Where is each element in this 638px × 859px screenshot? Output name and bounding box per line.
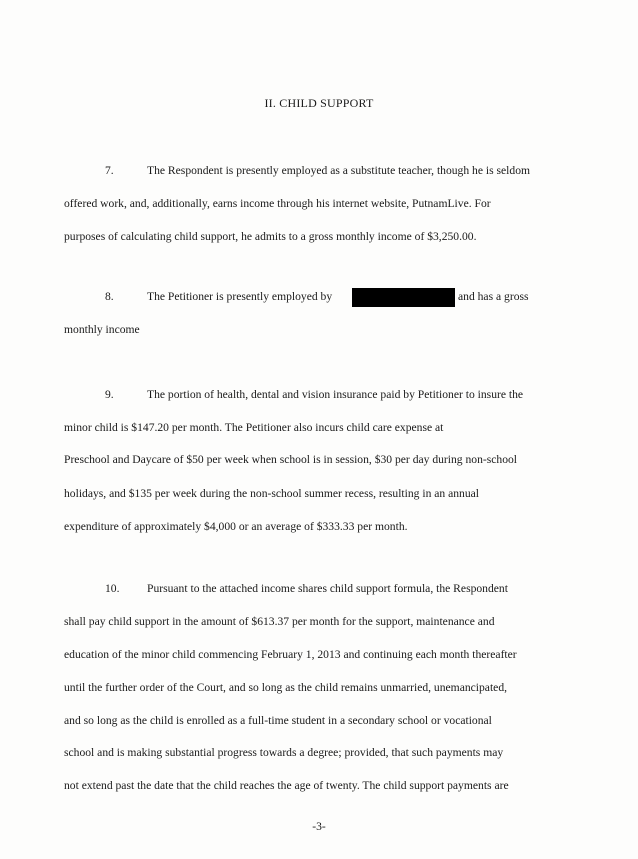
paragraph-9-line-4: holidays, and $135 per week during the non-school summer recess, resulting in an annual — [64, 487, 480, 500]
paragraph-10-number: 10. — [105, 582, 120, 595]
paragraph-7-line-2: offered work, and, additionally, earns income through his internet website, PutnamLive. For — [64, 197, 491, 210]
paragraph-9-line-2: minor child is $147.20 per month. The Petitioner also incurs child care expense at — [64, 421, 444, 434]
redaction-block — [352, 288, 455, 307]
paragraph-10-line-5: and so long as the child is enrolled as a full-time student in a secondary school or vocational — [64, 714, 492, 727]
paragraph-10-line-4: until the further order of the Court, and so long as the child remains unmarried, unemancipated, — [64, 681, 508, 694]
paragraph-8-line-2: monthly income — [64, 323, 140, 336]
paragraph-8-line-1-continued: and has a gross — [458, 290, 529, 303]
section-heading: II. CHILD SUPPORT — [264, 96, 374, 110]
paragraph-10-line-3: education of the minor child commencing February 1, 2013 and continuing each month thereafter — [64, 648, 517, 661]
paragraph-10-line-2: shall pay child support in the amount of $613.37 per month for the support, maintenance and — [64, 615, 495, 628]
paragraph-9-line-5: expenditure of approximately $4,000 or an average of $333.33 per month. — [64, 520, 408, 533]
page-number: -3- — [312, 820, 326, 833]
paragraph-8-line-1: 8. The Petitioner is presently employed by — [105, 290, 333, 303]
paragraph-7-line-3: purposes of calculating child support, he admits to a gross monthly income of $3,250.00. — [64, 230, 477, 243]
paragraph-9-line-1: 9. The portion of health, dental and vision insurance paid by Petitioner to insure the — [105, 388, 524, 401]
paragraph-9-number: 9. — [105, 388, 114, 401]
paragraph-10-line-6: school and is making substantial progress towards a degree; provided, that such payments may — [64, 746, 504, 759]
paragraph-8-number: 8. — [105, 290, 114, 303]
paragraph-10-line-7: not extend past the date that the child reaches the age of twenty. The child support payments are — [64, 779, 509, 792]
paragraph-9-line-3: Preschool and Daycare of $50 per week when school is in session, $30 per day during non-school — [64, 453, 518, 466]
paragraph-7-line-1: 7. The Respondent is presently employed as a substitute teacher, though he is seldom — [105, 164, 531, 177]
paragraph-10-line-1: 10. Pursuant to the attached income shares child support formula, the Respondent — [105, 582, 508, 595]
paragraph-7-number: 7. — [105, 164, 114, 177]
